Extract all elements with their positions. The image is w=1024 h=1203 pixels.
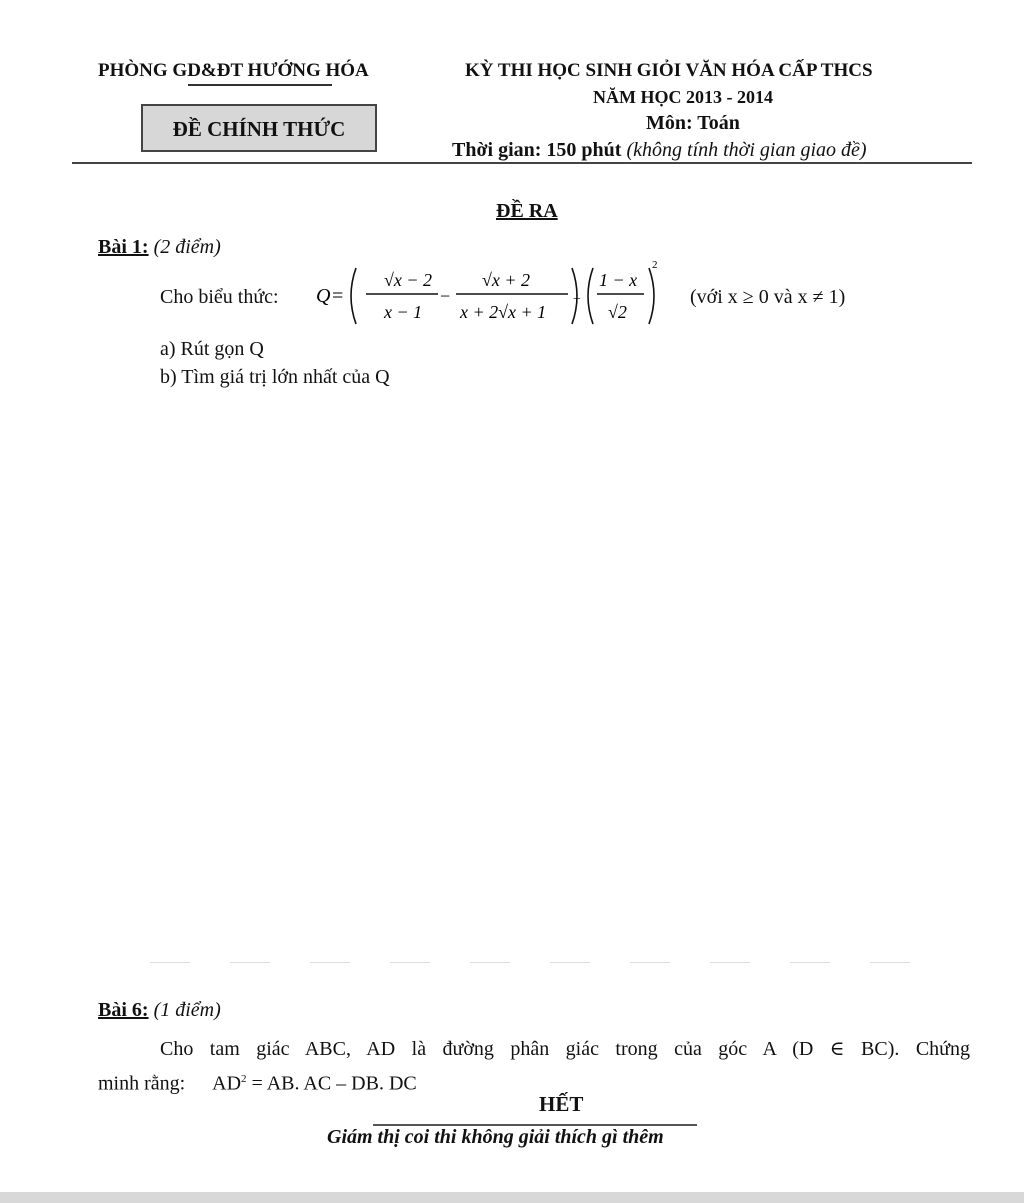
problem6-text-line1: Cho tam giác ABC, AD là đường phân giác trong của góc A (D ∈ BC). Chứng (160, 1038, 970, 1060)
expression-q-formula (316, 256, 660, 336)
frac2-denominator: x + 2√x + 1 (460, 302, 547, 322)
problem6-line1 (98, 1034, 970, 1064)
problem1-condition: (với x ≥ 0 và x ≠ 1) (690, 286, 846, 308)
frac2-numerator: √x + 2 (482, 270, 531, 290)
school-year: NĂM HỌC 2013 - 2014 (593, 87, 773, 107)
frac3-numerator: 1 − x (599, 270, 638, 290)
footer-note: Giám thị coi thi không giải thích gì thêm (327, 1126, 664, 1148)
left-paren-2 (588, 268, 593, 324)
equation-lhs: AD (212, 1072, 242, 1095)
right-paren-2 (649, 268, 654, 324)
problem6-heading (98, 999, 221, 1022)
frac1-numerator: √x − 2 (384, 270, 433, 290)
time-allowed (452, 139, 867, 162)
official-label-box: ĐỀ CHÍNH THỨC (141, 104, 377, 152)
scan-artifact-line (150, 962, 930, 963)
department-underline (188, 84, 332, 86)
time-label: Thời gian: 150 phút (452, 139, 622, 161)
problem6-number: Bài 6: (98, 999, 149, 1021)
problem6-line2 (98, 1064, 970, 1099)
problem1-part-a: a) Rút gọn Q (160, 338, 264, 360)
header-divider (72, 162, 972, 164)
formula-minus: − (440, 286, 451, 306)
problem1-part-b: b) Tìm giá trị lớn nhất của Q (160, 366, 390, 388)
problem1-points: (2 điểm) (153, 236, 221, 258)
frac3-denominator: √2 (608, 302, 627, 322)
problem1-number: Bài 1: (98, 236, 149, 258)
problem6-text-line2: minh rằng: (98, 1072, 186, 1095)
equation-rhs: = AB. AC – DB. DC (251, 1072, 417, 1095)
scan-bottom-edge (0, 1192, 1024, 1203)
end-text: HẾT (539, 1092, 584, 1116)
formula-lhs: Q (316, 285, 331, 307)
subject: Môn: Toán (646, 112, 740, 134)
problem1-heading (98, 236, 221, 259)
problem6-points: (1 điểm) (153, 999, 221, 1021)
equation-exponent: 2 (241, 1073, 247, 1085)
frac1-denominator: x − 1 (384, 302, 423, 322)
department-name: PHÒNG GD&ĐT HƯỚNG HÓA (98, 60, 369, 81)
problem1-intro: Cho biểu thức: (160, 286, 279, 308)
formula-eq: = (332, 285, 344, 307)
section-title: ĐỀ RA (496, 200, 558, 222)
problem6-statement (98, 1034, 970, 1099)
formula-divide: ÷ (573, 292, 581, 307)
formula-exponent: 2 (652, 259, 658, 271)
time-note: (không tính thời gian giao đề) (626, 139, 867, 161)
left-paren-1 (351, 268, 356, 324)
exam-title: KỲ THI HỌC SINH GIỎI VĂN HÓA CẤP THCS (465, 60, 873, 81)
